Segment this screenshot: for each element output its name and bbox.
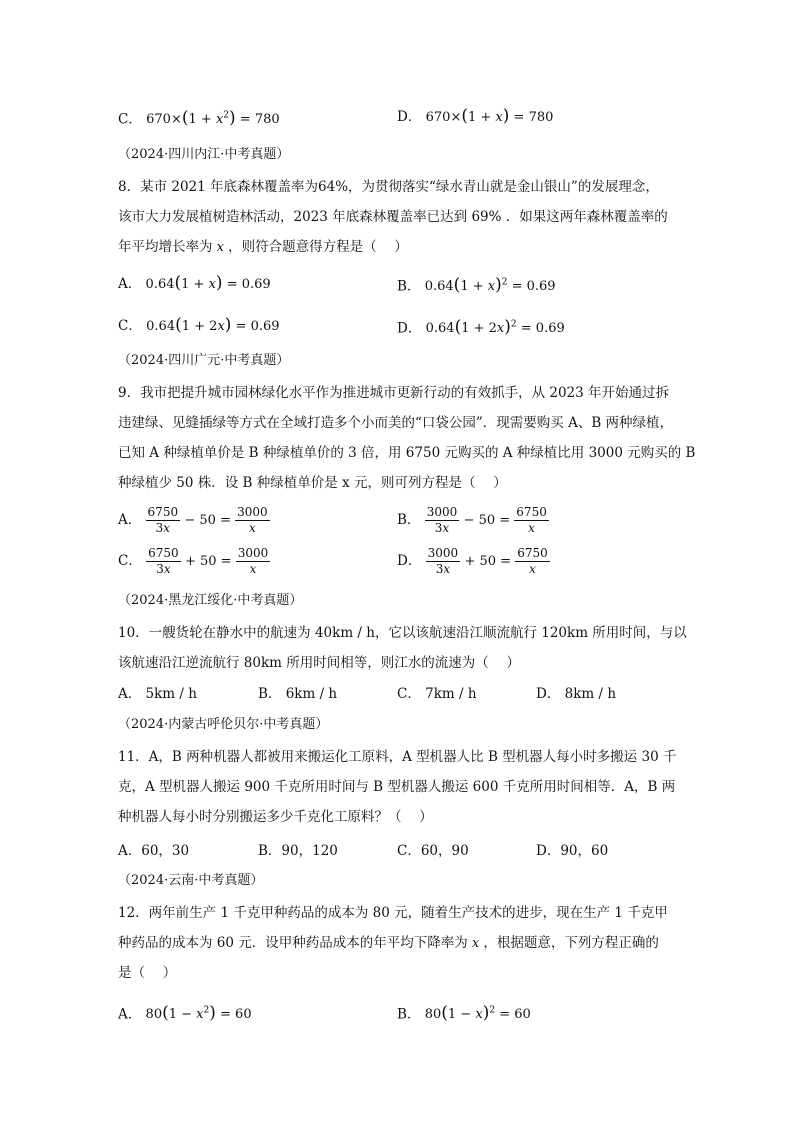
option-label: A． — [118, 276, 142, 292]
q11-option-d: D．90，60 — [536, 843, 609, 859]
q8-line-2: 该市大力发展植树造林活动，2023 年底森林覆盖率已达到 69% ．如果这两年森林覆盖率的 — [118, 209, 668, 225]
option-label: B． — [397, 1006, 421, 1023]
q11-option-a: A．60，30 — [118, 843, 190, 859]
q10-option-d: D． 8km / h — [536, 686, 617, 702]
q9-line-4: 种绿植少 50 株．设 B 种绿植单价是 x 元，则可列方程是（ ） — [118, 475, 507, 491]
q8-option-d — [397, 315, 565, 339]
q8-option-a-equation: 0.64(1 + x) = 0.69 — [145, 273, 271, 293]
q11-line-1: 11．A，B 两种机器人都被用来搬运化工原料，A 型机器人比 B 型机器人每小时多搬运 30 千 — [118, 749, 677, 765]
option-label: B． — [397, 278, 421, 295]
q12-line-2-b: ，根据题意，下列方程正确的 — [483, 935, 659, 951]
q7-option-d-equation: 670×(1 + x) = 780 — [425, 106, 554, 126]
q12-line-2: 种药品的成本为 60 元．设甲种药品成本的年平均下降率为 x ，根据题意，下列方程正确的 — [118, 935, 659, 951]
q10-option-b: B． 6km / h — [258, 686, 338, 702]
q9-option-d: D． $\frac{3000}{3x}$ + 50 = $\frac{6750}{x}$ — [397, 546, 548, 576]
q7-option-c — [118, 106, 280, 130]
q8-line-3: 年平均增长率为 x ，则符合题意得方程是（ ） — [118, 239, 408, 255]
q12-option-b-equation: $80(1 - x)^2 = 60$ — [424, 1003, 531, 1024]
q8-line-1: 8．某市 2021 年底森林覆盖率为64%，为贯彻落实“绿水青山就是金山银山”的发展理念， — [118, 179, 659, 195]
q9-option-c: C． $\frac{6750}{3x}$ + 50 = $\frac{3000}{x}$ — [118, 546, 269, 576]
q9-line-3: 已知 A 种绿植单价是 B 种绿植单价的 3 倍，用 6750 元购买的 A 种绿植比用 3000 元购买的 B — [118, 445, 696, 461]
q12-line-2-a: 种药品的成本为 60 元．设甲种药品成本的年平均下降率为 — [118, 935, 468, 951]
option-label: C． — [118, 111, 142, 128]
q8-option-b-equation: $0.64(1 + x)^2 = 0.69$ — [424, 275, 556, 296]
q7-option-d — [397, 106, 553, 128]
q10-line-2: 该航速沿江逆流航行 80km 所用时间相等，则江水的流速为（ ） — [118, 655, 521, 671]
q8-option-b — [397, 273, 556, 297]
q11-source: （2024·内蒙古呼伦贝尔·中考真题） — [118, 717, 329, 732]
q9-option-b: B． $\frac{3000}{3x}$ − 50 = $\frac{6750}{x}$ — [397, 505, 547, 535]
q10-source: （2024·黑龙江绥化·中考真题） — [118, 593, 303, 608]
q9-line-1: 9．我市把提升城市园林绿化水平作为推进城市更新行动的有效抓手，从 2023 年开始通过拆 — [118, 385, 670, 401]
option-label: A． — [118, 1006, 142, 1023]
q11-line-3: 种机器人每小时分别搬运多少千克化工原料？（ ） — [118, 809, 433, 825]
option-label: A． — [118, 512, 142, 528]
q8-option-a — [118, 273, 271, 295]
option-label: D． — [397, 553, 422, 569]
q8-source: （2024·四川内江·中考真题） — [118, 147, 290, 162]
q10-option-c: C． 7km / h — [397, 686, 477, 702]
q8-line-3-a: 年平均增长率为 — [118, 239, 213, 255]
q9-line-2: 违建绿、见缝插绿等方式在全域打造多个小而美的“口袋公园”．现需要购买 A、B 两种绿植， — [118, 415, 674, 431]
q12-source: （2024·云南·中考真题） — [118, 873, 264, 888]
q10-line-1: 10．一艘货轮在静水中的航速为 40km / h，它以该航速沿江顺流航行 120km 所用时间，与以 — [118, 625, 687, 641]
q10-option-a: A． 5km / h — [118, 686, 197, 702]
q12-line-1: 12．两年前生产 1 千克甲种药品的成本为 80 元，随着生产技术的进步，现在生产 1 千克甲 — [118, 905, 668, 921]
q8-line-3-b: ，则符合题意得方程是（ ） — [228, 239, 408, 255]
q8-option-c-equation: 0.64(1 + 2x) = 0.69 — [146, 315, 280, 335]
q11-line-2: 克，A 型机器人搬运 900 千克所用时间与 B 型机器人搬运 600 千克所用时间相等．A，B 两 — [118, 779, 676, 795]
q11-option-c: C．60，90 — [397, 843, 469, 859]
q12-option-a — [118, 1001, 252, 1025]
q12-line-3: 是（ ） — [118, 965, 177, 981]
q8-option-c — [118, 315, 280, 337]
q12-option-a-equation: $80(1 - x^2) = 60$ — [145, 1003, 252, 1024]
q8-option-d-equation: $0.64(1 + 2x)^2 = 0.69$ — [425, 317, 565, 338]
option-label: B． — [397, 512, 421, 528]
option-label: C． — [118, 553, 142, 569]
q7-option-c-equation: $670\times(1 + x^2) = 780$ — [146, 108, 280, 129]
q9-option-a: A． $\frac{6750}{3x}$ − 50 = $\frac{3000}{x}$ — [118, 505, 268, 535]
option-label: D． — [397, 109, 422, 125]
q11-option-b: B．90，120 — [258, 843, 338, 859]
q12-option-b — [397, 1001, 531, 1025]
q9-source: （2024·四川广元·中考真题） — [118, 353, 290, 368]
option-label: C． — [118, 318, 142, 334]
option-label: D． — [397, 320, 422, 337]
